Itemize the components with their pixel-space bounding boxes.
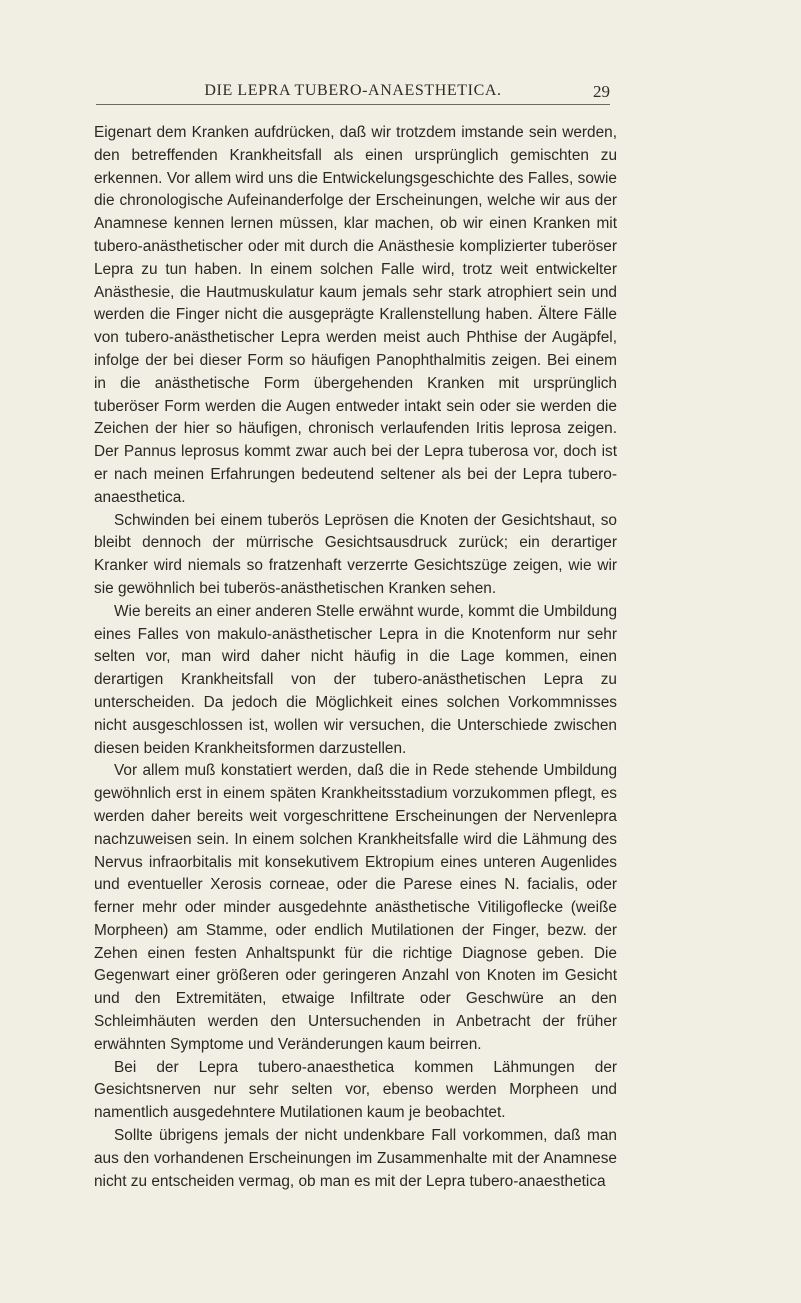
running-title: DIE LEPRA TUBERO-ANAESTHETICA. bbox=[204, 82, 502, 99]
page-number: 29 bbox=[593, 82, 610, 101]
paragraph: Bei der Lepra tubero-anaesthetica kommen Lähmungen der Gesichtsnerven nur sehr selten vor, ebenso werden Morpheen und namentlich ausgedehntere Mutilationen kaum je beobachtet. bbox=[94, 1058, 617, 1122]
paragraph: Eigenart dem Kranken aufdrücken, daß wir trotzdem imstande sein werden, den betreffenden Krankheitsfall als einen ursprünglich gemischten zu erkennen. Vor allem wird uns die Entwickelungsgeschichte des Falles, sowie die chronologische Aufeinanderfolge der Erscheinungen, welche wir aus der Anamnese kennen lernen müssen, klar machen, ob wir einen Kranken mit tubero-anästhetischer oder mit durch die Anästhesie komplizierter tuberöser Lepra zu tun haben. In einem solchen Falle wird, trotz weit entwickelter Anästhesie, die Hautmuskulatur kaum jemals sehr stark atrophiert sein und werden die Finger nicht die ausgeprägte Krallenstellung haben. Ältere Fälle von tubero-anästhetischer Lepra werden meist auch Phthise der Augäpfel, infolge der bei dieser Form so häufigen Panophthalmitis zeigen. Bei einem in die anästhetische Form übergehenden Kranken mit ursprünglich tuberöser Form werden die Augen entweder intakt sein oder sie werden die Zeichen der hier so häufigen, chronisch verlaufenden Iritis leprosa zeigen. Der Pannus leprosus kommt zwar auch bei der Lepra tuberosa vor, doch ist er nach meinen Erfahrungen bedeutend seltener als bei der Lepra tubero-anaesthetica. bbox=[94, 124, 617, 506]
body-text bbox=[94, 122, 617, 1193]
paragraph: Wie bereits an einer anderen Stelle erwähnt wurde, kommt die Umbildung eines Falles von makulo-anästhetischer Lepra in die Knotenform nur sehr selten vor, man wird daher nicht häufig in die Lage kommen, einen derartigen Krankheitsfall von der tubero-anästhetischen Lepra zu unterscheiden. Da jedoch die Möglichkeit eines solchen Vorkommnisses nicht ausgeschlossen ist, wollen wir versuchen, die Unterschiede zwischen diesen beiden Krankheitsformen darzustellen. bbox=[94, 602, 618, 757]
running-head bbox=[96, 82, 610, 104]
paragraph: Sollte übrigens jemals der nicht undenkbare Fall vorkommen, daß man aus den vorhandenen Erscheinungen im Zusammenhalte mit der Anamnese nicht zu entscheiden vermag, ob man es mit der Lepra tubero-anaesthetica bbox=[94, 1127, 617, 1190]
paragraph: Schwinden bei einem tuberös Leprösen die Knoten der Gesichtshaut, so bleibt dennoch der mürrische Gesichtsausdruck zurück; ein derartiger Kranker wird niemals so fratzenhaft verzerrte Gesichtszüge zeigen, wie wir sie gewöhnlich bei tuberös-anästhetischen Kranken sehen. bbox=[94, 511, 617, 597]
header-rule bbox=[96, 104, 610, 105]
paragraph: Vor allem muß konstatiert werden, daß die in Rede stehende Umbildung gewöhnlich erst in einem späten Krankheitsstadium vorzukommen pflegt, es werden daher bereits weit vorgeschrittene Erscheinungen der Nervenlepra nachzuweisen sein. In einem solchen Krankheitsfalle wird die Lähmung des Nervus infraorbitalis mit konsekutivem Ektropium eines unteren Augenlides und eventueller Xerosis corneae, oder die Parese eines N. facialis, oder ferner mehr oder minder ausgedehnte anästhetische Vitiligoflecke (weiße Morpheen) am Stamme, oder endlich Mutilationen der Finger, bezw. der Zehen einen festen Anhaltspunkt für die richtige Diagnose geben. Die Gegenwart einer größeren oder geringeren Anzahl von Knoten im Gesicht und den Extremitäten, etwaige Infiltrate oder Geschwüre an den Schleimhäuten werden den Untersuchenden in Anbetracht der früher erwähnten Symptome und Veränderungen kaum beirren. bbox=[94, 762, 617, 1053]
